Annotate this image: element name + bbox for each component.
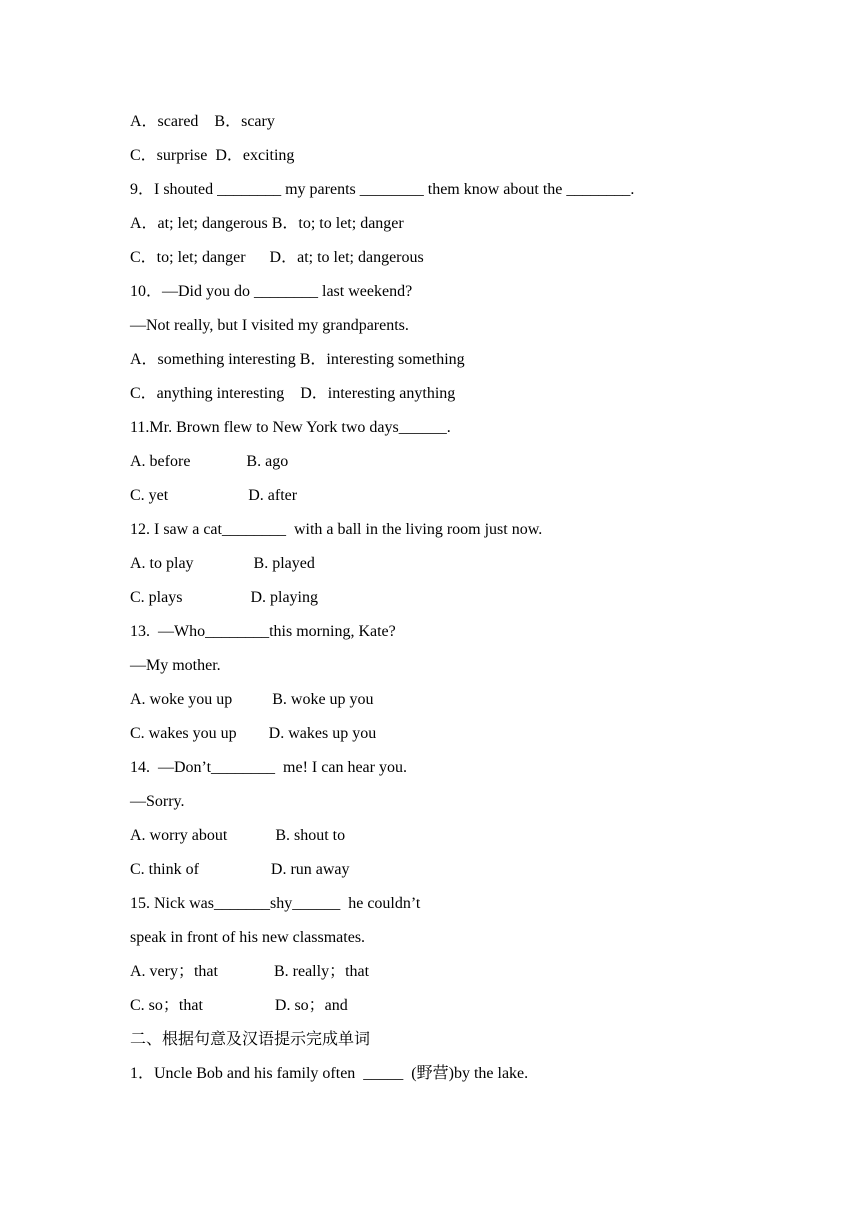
q9-stem: 9．I shouted ________ my parents ________ them know about the ________. xyxy=(130,181,635,198)
q14-options-cd: C. think of D. run away xyxy=(130,861,350,878)
q15-options-ab: A. very；that B. really；that xyxy=(130,963,370,980)
q12-options-cd: C. plays D. playing xyxy=(130,589,318,606)
q9-options-ab: A．at; let; dangerous B．to; to let; danger xyxy=(130,215,404,232)
q13-options-ab: A. woke you up B. woke up you xyxy=(130,691,374,708)
q8-options-ab: A．scared B．scary xyxy=(130,113,275,130)
q13-options-cd: C. wakes you up D. wakes up you xyxy=(130,725,377,742)
q9-options-cd: C．to; let; danger D．at; to let; dangerous xyxy=(130,249,424,266)
q15-stem: 15. Nick was_______shy______ he couldn’t xyxy=(130,895,421,912)
q10-response: —Not really, but I visited my grandparents. xyxy=(130,317,409,334)
q10-options-ab: A．something interesting B．interesting something xyxy=(130,351,465,368)
q10-options-cd: C．anything interesting D．interesting anything xyxy=(130,385,456,402)
q8-options-cd: C．surprise D．exciting xyxy=(130,147,295,164)
q15-options-cd: C. so；that D. so；and xyxy=(130,997,348,1014)
q10-stem: 10．—Did you do ________ last weekend? xyxy=(130,283,413,300)
q11-stem: 11.Mr. Brown flew to New York two days______. xyxy=(130,419,451,436)
q13-stem: 13. —Who________this morning, Kate? xyxy=(130,623,396,640)
q15-stem-continued: speak in front of his new classmates. xyxy=(130,929,366,946)
q14-response: —Sorry. xyxy=(130,793,185,810)
section-two-heading: 二、根据句意及汉语提示完成单词 xyxy=(130,1031,371,1048)
q12-options-ab: A. to play B. played xyxy=(130,555,315,572)
q11-options-ab: A. before B. ago xyxy=(130,453,289,470)
q12-stem: 12. I saw a cat________ with a ball in the living room just now. xyxy=(130,521,543,538)
q14-stem: 14. —Don’t________ me! I can hear you. xyxy=(130,759,407,776)
q13-response: —My mother. xyxy=(130,657,221,674)
q14-options-ab: A. worry about B. shout to xyxy=(130,827,346,844)
section-two-q1: 1．Uncle Bob and his family often _____ (野营)by the lake. xyxy=(130,1065,529,1082)
q11-options-cd: C. yet D. after xyxy=(130,487,298,504)
